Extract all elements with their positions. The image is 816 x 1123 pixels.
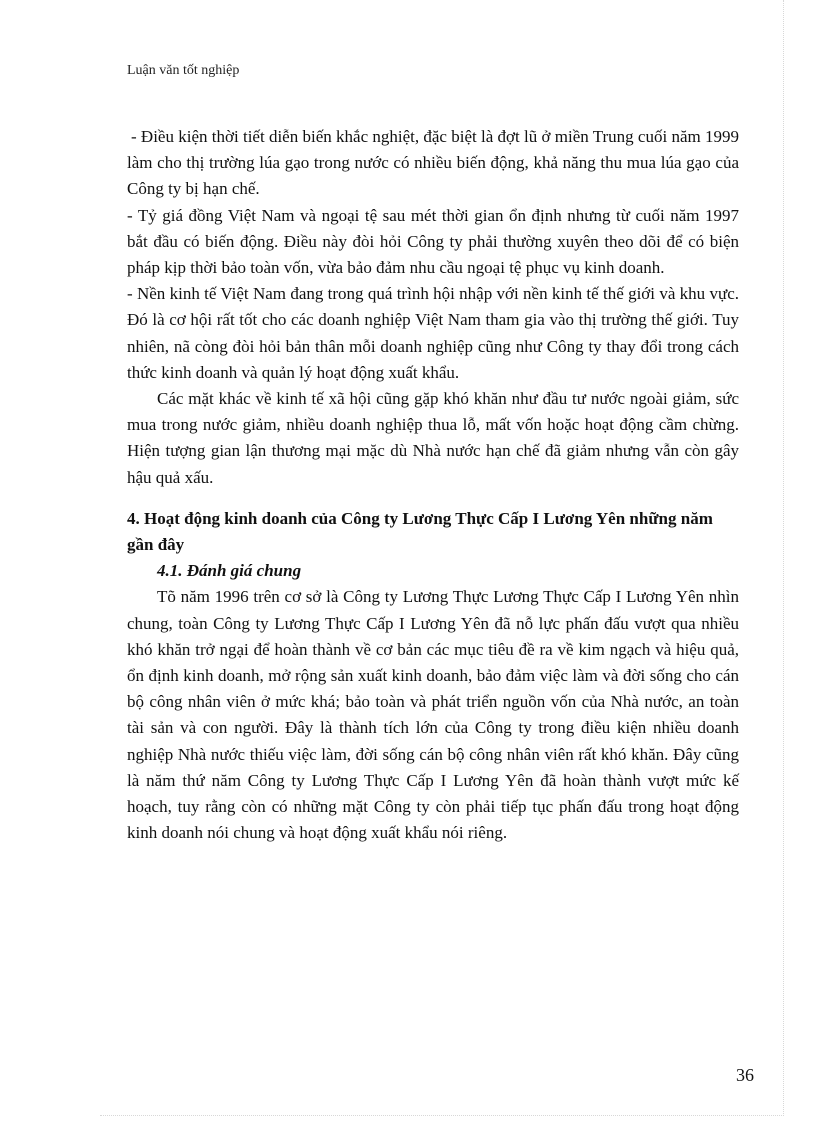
paragraph-general-assessment: Tõ năm 1996 trên cơ sở là Công ty Lương Thực Lương Thực Cấp I Lương Yên nhìn chung, toàn Công ty Lương Thực Cấp I Lương Yên đã nỗ lực phấn đấu vượt qua nhiều khó khăn trở ngại để hoàn thành về cơ bản các mục tiêu đề ra về kim ngạch và hiệu quả, ổn định kinh doanh, mở rộng sản xuất kinh doanh, bảo đảm việc làm và đời sống cho cán bộ công nhân viên ở mức khá; bảo toàn và phát triển nguồn vốn của Nhà nước, an toàn tài sản và con người. Đây là thành tích lớn của Công ty trong điều kiện nhiều doanh nghiệp Nhà nước thiếu việc làm, đời sống cán bộ công nhân viên rất khó khăn. Đây cũng là năm thứ năm Công ty Lương Thực Cấp I Lương Yên đã hoàn thành vượt mức kế hoạch, tuy rằng còn có những mặt Công ty còn phải tiếp tục phấn đấu trong hoạt động kinh doanh nói chung và hoạt động xuất khẩu nói riêng. [127, 587, 739, 843]
paragraph-economic-integration: - Nền kinh tế Việt Nam đang trong quá trình hội nhập với nền kinh tế thế giới và khu vực. Đó là cơ hội rất tốt cho các doanh nghiệp Việt Nam tham gia vào thị trường thế giới. Tuy nhiên, nã còng đòi hỏi bản thân mỗi doanh nghiệp cũng như Công ty thay đổi trong cách thức kinh doanh và quản lý hoạt động xuất khẩu. [127, 284, 739, 382]
paragraph-weather-conditions: - Điều kiện thời tiết diễn biến khắc nghiệt, đặc biệt là đợt lũ ở miền Trung cuối năm 1999 làm cho thị trường lúa gạo trong nước có nhiều biến động, khả năng thu mua lúa gạo của Công ty bị hạn chế. [127, 127, 739, 199]
page-number: 36 [736, 1065, 754, 1085]
subsection-heading: 4.1. Đánh giá chung [157, 561, 302, 581]
paragraph-socioeconomic-difficulties: Các mặt khác về kinh tế xã hội cũng gặp khó khăn như đầu tư nước ngoài giảm, sức mua trong nước giảm, nhiều doanh nghiệp thua lỗ, mất vốn hoặc hoạt động cầm chừng. Hiện tượng gian lận thương mại mặc dù Nhà nước hạn chế đã giảm nhưng vẫn còn gây hậu quả xấu. [127, 389, 739, 487]
document-body [127, 124, 739, 846]
section-heading: 4. Hoạt động kinh doanh của Công ty Lương Thực Cấp I Lương Yên những năm gần đây [127, 508, 713, 555]
paragraph-exchange-rate: - Tỷ giá đồng Việt Nam và ngoại tệ sau mét thời gian ổn định nhưng từ cuối năm 1997 bắt đầu có biến động. Điều này đòi hỏi Công ty phải thường xuyên theo dõi để có biện pháp kịp thời bảo toàn vốn, vừa bảo đảm nhu cầu ngoại tệ phục vụ kinh doanh. [127, 205, 739, 278]
running-header: Luận văn tốt nghiệp [127, 63, 240, 78]
